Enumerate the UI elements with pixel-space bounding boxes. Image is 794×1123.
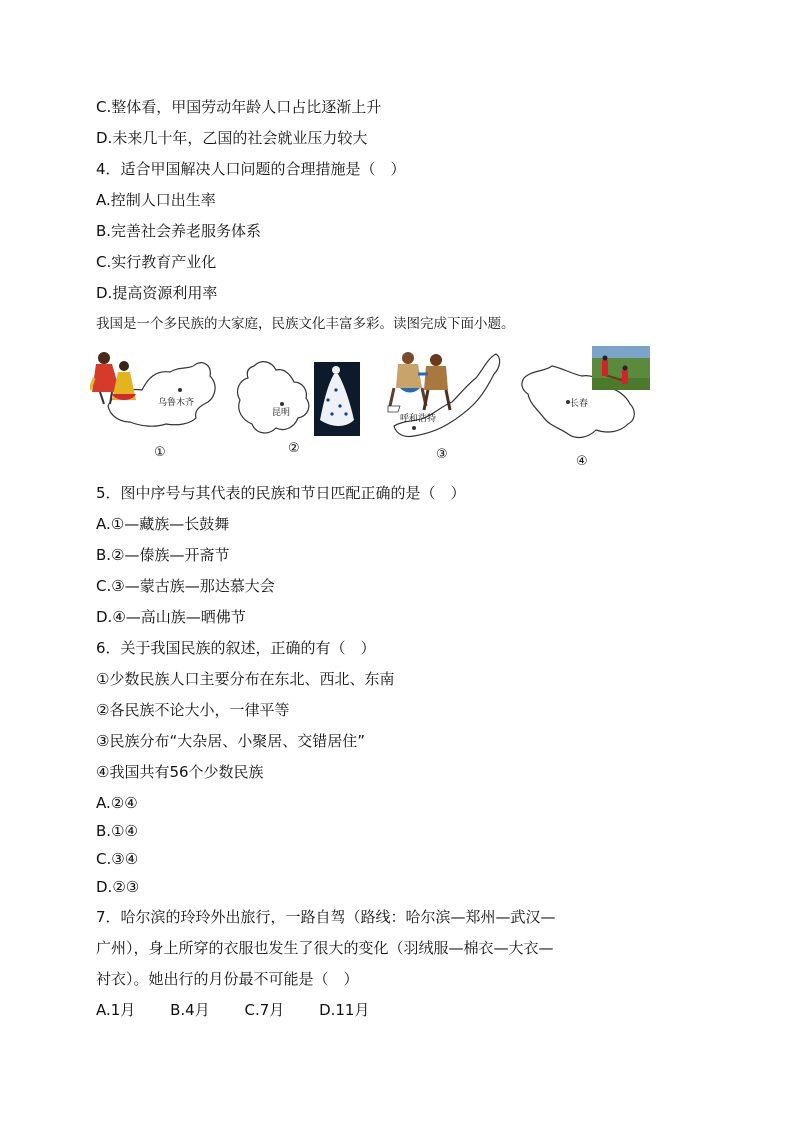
q5-stem: 5．图中序号与其代表的民族和节日匹配正确的是（ ） [96, 484, 466, 502]
q6-statement-1: ①少数民族人口主要分布在东北、西北、东南 [96, 670, 395, 688]
dancers-photo-icon [90, 352, 136, 404]
q6-statement-2: ②各民族不论大小，一律平等 [96, 701, 290, 719]
q3-option-d: D.未来几十年，乙国的社会就业压力较大 [96, 129, 368, 147]
figure-panel-2 [228, 344, 398, 464]
q6-statement-3: ③民族分布“大杂居、小聚居、交错居住” [96, 732, 365, 750]
q7-option-a: A.1月 [96, 1001, 136, 1019]
q5-option-b: B.②—傣族—开斋节 [96, 546, 230, 564]
q7-option-d: D.11月 [319, 1001, 370, 1019]
q4-option-a: A.控制人口出生率 [96, 191, 216, 209]
q4-option-d: D.提高资源利用率 [96, 284, 218, 302]
q6-option-b: B.①④ [96, 822, 138, 840]
jilin-map-icon [516, 344, 686, 464]
panel-number-2: ② [288, 441, 300, 456]
q6-option-d: D.②③ [96, 878, 140, 896]
q4-stem: 4．适合甲国解决人口问题的合理措施是（ ） [96, 160, 406, 178]
panel-number-1: ① [154, 445, 166, 460]
q7-options-row [96, 1000, 399, 1020]
q7-option-b: B.4月 [170, 1001, 210, 1019]
section-intro: 我国是一个多民族的大家庭，民族文化丰富多彩。读图完成下面小题。 [96, 316, 515, 332]
q4-option-c: C.实行教育产业化 [96, 253, 217, 271]
q7-option-c: C.7月 [244, 1001, 285, 1019]
figure-panel-4 [516, 344, 686, 469]
q5-option-d: D.④—高山族—晒佛节 [96, 608, 246, 626]
q7-stem-line-2: 广州），身上所穿的衣服也发生了很大的变化（羽绒服—棉衣—大衣— [96, 939, 554, 957]
panel-number-3: ③ [436, 447, 448, 462]
q4-option-b: B.完善社会养老服务体系 [96, 222, 262, 240]
city-label-urumqi: 乌鲁木齐 [158, 398, 195, 408]
q3-option-c: C.整体看，甲国劳动年龄人口占比逐渐上升 [96, 98, 382, 116]
q6-statement-4: ④我国共有56个少数民族 [96, 763, 264, 781]
yunnan-map-icon [228, 344, 398, 464]
city-label-kunming: 昆明 [272, 408, 291, 418]
peacock-dancer-photo-icon [314, 362, 360, 436]
wrestlers-photo-icon [388, 352, 450, 412]
q5-option-a: A.①—藏族—长鼓舞 [96, 515, 230, 533]
q5-option-c: C.③—蒙古族—那达慕大会 [96, 577, 275, 595]
seesaw-photo-icon [592, 346, 650, 390]
city-label-changchun: 长春 [570, 399, 589, 409]
q7-stem-line-3: 衬衣）。她出行的月份最不可能是（ ） [96, 970, 359, 988]
q6-stem: 6．关于我国民族的叙述，正确的有（ ） [96, 639, 376, 657]
q6-option-c: C.③④ [96, 850, 139, 868]
q6-option-a: A.②④ [96, 794, 138, 812]
city-label-hohhot: 呼和浩特 [400, 414, 437, 424]
q7-stem-line-1: 7．哈尔滨的玲玲外出旅行，一路自驾（路线：哈尔滨—郑州—武汉— [96, 908, 556, 926]
panel-number-4: ④ [576, 454, 588, 469]
